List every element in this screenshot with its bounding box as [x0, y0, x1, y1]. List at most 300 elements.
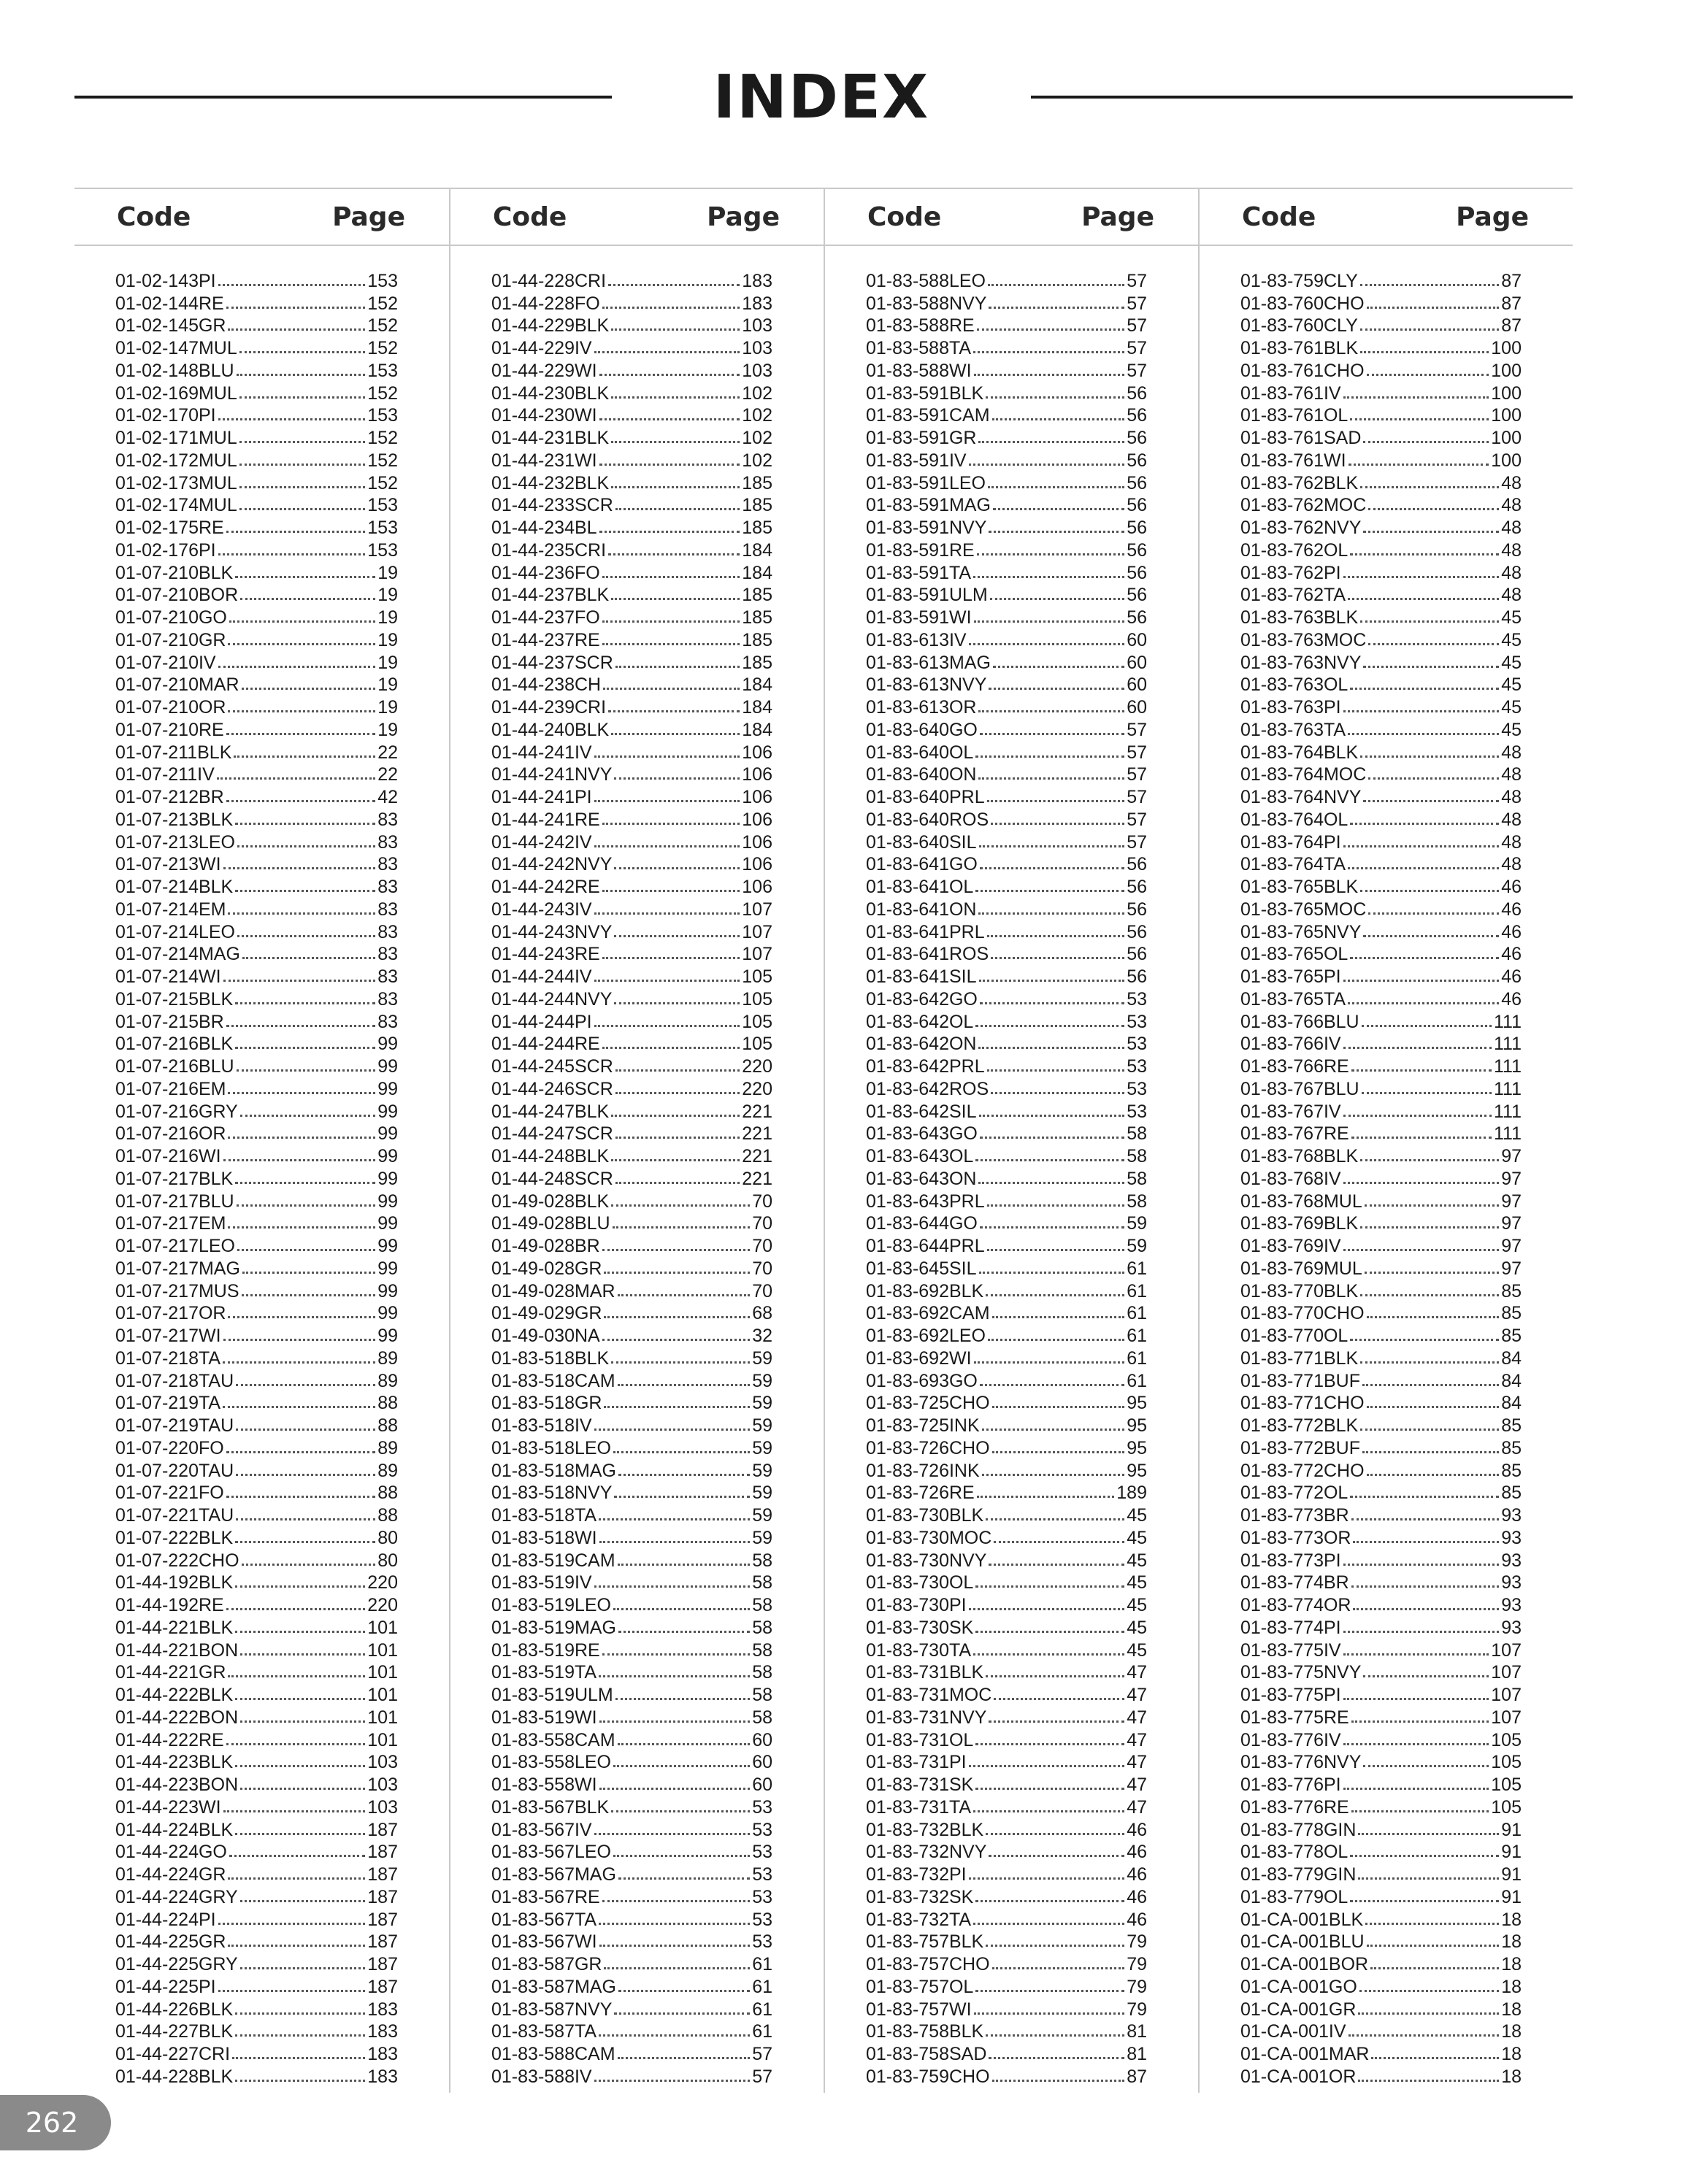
entry-code: 01-44-241PI — [491, 787, 592, 807]
dot-leader — [1363, 800, 1499, 802]
entry-page: 53 — [1127, 1056, 1147, 1077]
index-entry — [1240, 1302, 1522, 1325]
index-entry — [866, 269, 1147, 292]
entry-page: 87 — [1501, 270, 1522, 291]
dot-leader — [1371, 2057, 1499, 2059]
entry-page: 84 — [1501, 1393, 1522, 1414]
dot-leader — [239, 351, 366, 353]
entry-page: 85 — [1501, 1437, 1522, 1458]
entry-page: 56 — [1127, 854, 1147, 875]
index-entry — [866, 426, 1147, 449]
index-entry — [866, 1683, 1147, 1706]
dot-leader — [992, 1451, 1125, 1453]
entry-page: 59 — [752, 1393, 772, 1414]
dot-leader — [602, 890, 740, 892]
entry-code: 01-83-763TA — [1240, 719, 1346, 740]
dot-leader — [618, 1474, 750, 1476]
dot-leader — [599, 418, 740, 420]
entry-page: 102 — [742, 405, 772, 426]
dot-leader — [987, 935, 1125, 937]
entry-page: 183 — [367, 2066, 398, 2087]
index-entry — [115, 1841, 398, 1864]
index-entry — [866, 1998, 1147, 2020]
dot-leader — [993, 508, 1124, 510]
index-entry — [1240, 1190, 1522, 1212]
dot-leader — [979, 1272, 1125, 1274]
entry-list — [825, 246, 1198, 2088]
index-entry — [1240, 1953, 1522, 1975]
entry-code: 01-83-730MOC — [866, 1527, 992, 1548]
dot-leader — [602, 823, 740, 825]
entry-code: 01-07-210RE — [115, 719, 224, 740]
index-entry — [866, 741, 1147, 764]
index-entry — [866, 449, 1147, 472]
index-entry — [1240, 1796, 1522, 1818]
entry-code: 01-83-730NVY — [866, 1550, 987, 1571]
index-entry — [115, 1167, 398, 1190]
entry-code: 01-44-221BLK — [115, 1617, 234, 1638]
entry-code: 01-83-518WI — [491, 1527, 597, 1548]
entry-code: 01-83-757BLK — [866, 1931, 984, 1953]
entry-page: 59 — [752, 1483, 772, 1504]
dot-leader — [975, 1990, 1124, 1992]
index-entry — [866, 808, 1147, 831]
index-entry — [491, 2042, 772, 2065]
dot-leader — [615, 1137, 740, 1139]
index-entry — [866, 1302, 1147, 1325]
dot-leader — [1363, 1675, 1489, 1677]
entry-code: 01-83-774BR — [1240, 1572, 1349, 1593]
index-entry — [115, 1437, 398, 1459]
entry-code: 01-44-243RE — [491, 944, 600, 965]
entry-code: 01-44-222RE — [115, 1729, 224, 1750]
dot-leader — [239, 508, 366, 510]
index-entry — [491, 674, 772, 696]
entry-page: 45 — [1127, 1617, 1147, 1638]
entry-code: 01-83-642OL — [866, 1011, 974, 1032]
entry-page: 99 — [377, 1213, 398, 1234]
entry-code: 01-83-775NVY — [1240, 1662, 1362, 1683]
title-rule-right — [1031, 96, 1573, 99]
entry-page: 153 — [367, 270, 398, 291]
index-entry — [866, 853, 1147, 876]
entry-code: 01-02-169MUL — [115, 382, 237, 404]
dot-leader — [615, 1698, 750, 1700]
entry-page: 61 — [1127, 1280, 1147, 1301]
entry-page: 99 — [377, 1258, 398, 1279]
entry-code: 01-83-768IV — [1240, 1168, 1341, 1189]
entry-code: 01-83-732NVY — [866, 1842, 987, 1863]
entry-page: 58 — [752, 1707, 772, 1728]
entry-code: 01-07-211IV — [115, 764, 215, 785]
index-entry — [115, 606, 398, 628]
index-entry — [1240, 292, 1522, 315]
index-entry — [866, 1257, 1147, 1280]
entry-code: 01-44-222BLK — [115, 1685, 234, 1705]
dot-leader — [988, 1339, 1124, 1341]
dot-leader — [1343, 710, 1500, 712]
dot-leader — [235, 1002, 375, 1004]
entry-code: 01-02-143PI — [115, 270, 216, 291]
entry-code: 01-83-763PI — [1240, 697, 1341, 718]
entry-code: 01-02-173MUL — [115, 472, 237, 493]
index-entry — [1240, 831, 1522, 853]
index-entry — [1240, 1504, 1522, 1526]
entry-page: 53 — [752, 1819, 772, 1840]
index-entry — [491, 1863, 772, 1885]
index-entry — [866, 1572, 1147, 1594]
entry-code: 01-44-243IV — [491, 899, 592, 920]
entry-page: 106 — [742, 809, 772, 830]
entry-page: 153 — [367, 495, 398, 516]
entry-page: 59 — [752, 1415, 772, 1436]
entry-page: 57 — [1127, 831, 1147, 853]
entry-code: 01-44-223WI — [115, 1796, 221, 1818]
entry-page: 185 — [742, 585, 772, 606]
index-entry — [1240, 1369, 1522, 1392]
entry-code: 01-83-760CLY — [1240, 315, 1358, 337]
index-entry — [1240, 920, 1522, 943]
index-entry — [115, 1482, 398, 1504]
entry-code: 01-83-692CAM — [866, 1303, 990, 1324]
index-entry — [491, 516, 772, 539]
dot-leader — [602, 620, 740, 623]
entry-code: 01-02-172MUL — [115, 450, 237, 471]
index-entry — [866, 1549, 1147, 1572]
index-entry — [491, 965, 772, 988]
dot-leader — [611, 598, 740, 600]
dot-leader — [986, 1675, 1124, 1677]
dot-leader — [613, 1855, 750, 1857]
entry-code: 01-CA-001BLU — [1240, 1931, 1365, 1953]
entry-page: 58 — [752, 1595, 772, 1615]
dot-leader — [991, 823, 1124, 825]
entry-code: 01-07-210BLK — [115, 562, 234, 583]
index-entry — [115, 741, 398, 764]
entry-code: 01-02-148BLU — [115, 360, 234, 381]
entry-page: 56 — [1127, 877, 1147, 897]
index-entry — [491, 1639, 772, 1661]
entry-page: 48 — [1501, 787, 1522, 807]
index-entry — [115, 1931, 398, 1953]
entry-code: 01-83-764BLK — [1240, 742, 1359, 763]
entry-code: 01-07-215BLK — [115, 988, 234, 1010]
dot-leader — [987, 800, 1125, 802]
entry-page: 103 — [742, 338, 772, 358]
index-entry — [115, 1257, 398, 1280]
index-entry — [491, 1123, 772, 1145]
index-entry — [1240, 1077, 1522, 1100]
dot-leader — [599, 1720, 751, 1723]
dot-leader — [973, 1810, 1124, 1812]
entry-code: 01-07-214LEO — [115, 921, 236, 942]
entry-code: 01-83-613MAG — [866, 652, 991, 673]
index-entry — [115, 1863, 398, 1885]
entry-page: 100 — [1491, 428, 1522, 448]
entry-code: 01-44-225GRY — [115, 1954, 238, 1975]
dot-leader — [1343, 1249, 1500, 1251]
entry-code: 01-83-775RE — [1240, 1707, 1349, 1728]
dot-leader — [594, 1585, 751, 1588]
entry-page: 45 — [1127, 1639, 1147, 1661]
entry-page: 91 — [1501, 1819, 1522, 1840]
entry-code: 01-83-588TA — [866, 338, 972, 358]
dot-leader — [594, 1833, 751, 1835]
entry-page: 48 — [1501, 495, 1522, 516]
entry-code: 01-83-588IV — [491, 2066, 592, 2087]
entry-page: 85 — [1501, 1303, 1522, 1324]
index-entry — [115, 651, 398, 674]
entry-page: 88 — [377, 1483, 398, 1504]
entry-code: 01-44-228BLK — [115, 2066, 234, 2087]
index-entry — [1240, 988, 1522, 1010]
dot-leader — [614, 777, 740, 780]
index-entry — [115, 1010, 398, 1033]
entry-code: 01-83-731MOC — [866, 1685, 992, 1705]
entry-code: 01-83-518MAG — [491, 1460, 616, 1481]
index-entry — [115, 1055, 398, 1077]
entry-code: 01-83-558LEO — [491, 1752, 612, 1773]
entry-page: 100 — [1491, 405, 1522, 426]
dot-leader — [599, 1788, 751, 1790]
dot-leader — [986, 1294, 1124, 1296]
dot-leader — [618, 1631, 750, 1633]
entry-code: 01-83-640PRL — [866, 787, 985, 807]
entry-code: 01-83-518BLK — [491, 1347, 610, 1369]
entry-code: 01-44-228FO — [491, 293, 600, 314]
entry-code: 01-44-225PI — [115, 1976, 216, 1997]
index-entry — [1240, 1931, 1522, 1953]
entry-page: 184 — [742, 562, 772, 583]
dot-leader — [974, 2012, 1125, 2015]
entry-page: 152 — [367, 450, 398, 471]
dot-leader — [991, 957, 1124, 959]
index-entry — [1240, 449, 1522, 472]
index-entry — [1240, 1145, 1522, 1167]
index-column — [1198, 188, 1573, 2093]
dot-leader — [1350, 1339, 1499, 1341]
dot-leader — [1348, 598, 1499, 600]
dot-leader — [602, 307, 740, 309]
entry-page: 58 — [752, 1662, 772, 1683]
dot-leader — [599, 2034, 750, 2037]
dot-leader — [978, 1182, 1124, 1184]
entry-code: 01-44-244RE — [491, 1034, 600, 1055]
entry-code: 01-07-210MAR — [115, 674, 239, 696]
entry-page: 59 — [1127, 1213, 1147, 1234]
entry-page: 68 — [752, 1303, 772, 1324]
entry-code: 01-83-567TA — [491, 1909, 597, 1930]
index-entry — [1240, 1414, 1522, 1437]
index-entry — [491, 1841, 772, 1864]
index-entry — [115, 1593, 398, 1616]
dot-leader — [986, 1945, 1124, 1947]
index-entry — [115, 1572, 398, 1594]
entry-code: 01-83-692WI — [866, 1347, 972, 1369]
entry-code: 01-83-642SIL — [866, 1101, 977, 1122]
index-entry — [866, 359, 1147, 382]
index-entry — [1240, 1123, 1522, 1145]
index-entry — [115, 1414, 398, 1437]
entry-code: 01-83-764OL — [1240, 809, 1349, 830]
entry-page: 185 — [742, 472, 772, 493]
entry-page: 107 — [1491, 1662, 1522, 1683]
dot-leader — [594, 1025, 740, 1027]
index-entry — [1240, 1885, 1522, 1908]
entry-code: 01-83-765BLK — [1240, 877, 1359, 897]
entry-code: 01-83-761SAD — [1240, 428, 1362, 448]
index-entry — [866, 516, 1147, 539]
index-entry — [866, 1234, 1147, 1257]
entry-page: 58 — [1127, 1191, 1147, 1212]
dot-leader — [975, 1585, 1124, 1588]
index-entry — [1240, 875, 1522, 898]
entry-code: 01-44-247SCR — [491, 1123, 613, 1145]
index-entry — [866, 965, 1147, 988]
dot-leader — [228, 1316, 375, 1318]
page-header: Page — [332, 201, 405, 232]
entry-code: 01-07-214BLK — [115, 877, 234, 897]
entry-code: 01-83-643OL — [866, 1146, 974, 1166]
entry-page: 53 — [1127, 1101, 1147, 1122]
index-entry — [491, 831, 772, 853]
entry-page: 153 — [367, 518, 398, 538]
entry-code: 01-83-762PI — [1240, 562, 1341, 583]
index-entry — [115, 1998, 398, 2020]
entry-code: 01-07-210OR — [115, 697, 226, 718]
entry-code: 01-83-643ON — [866, 1168, 977, 1189]
dot-leader — [236, 1518, 375, 1520]
entry-page: 99 — [377, 1191, 398, 1212]
entry-code: 01-83-776RE — [1240, 1796, 1349, 1818]
index-entry — [115, 1033, 398, 1056]
index-entry — [115, 920, 398, 943]
dot-leader — [989, 531, 1124, 533]
dot-leader — [1358, 2012, 1499, 2015]
entry-page: 183 — [367, 1999, 398, 2020]
dot-leader — [979, 1115, 1125, 1117]
entry-code: 01-49-028BR — [491, 1236, 600, 1256]
entry-page: 83 — [377, 899, 398, 920]
entry-page: 19 — [377, 697, 398, 718]
index-entry — [491, 1572, 772, 1594]
entry-page: 60 — [1127, 697, 1147, 718]
entry-code: 01-83-770CHO — [1240, 1303, 1365, 1324]
dot-leader — [980, 1137, 1124, 1139]
index-entry — [866, 1212, 1147, 1235]
entry-page: 56 — [1127, 472, 1147, 493]
entry-code: 01-44-223BON — [115, 1774, 239, 1795]
entry-page: 97 — [1501, 1213, 1522, 1234]
entry-code: 01-83-588RE — [866, 315, 975, 337]
dot-leader — [223, 1406, 375, 1408]
dot-leader — [226, 1451, 375, 1453]
entry-page: 99 — [377, 1280, 398, 1301]
entry-page: 80 — [377, 1527, 398, 1548]
entry-code: 01-83-776PI — [1240, 1774, 1341, 1795]
entry-code: 01-07-222CHO — [115, 1550, 239, 1571]
dot-leader — [611, 733, 740, 735]
dot-leader — [226, 1608, 366, 1610]
index-entry — [1240, 1863, 1522, 1885]
index-entry — [491, 1167, 772, 1190]
dot-leader — [1365, 1272, 1499, 1274]
index-entry — [491, 269, 772, 292]
entry-code: 01-83-641PRL — [866, 921, 985, 942]
index-entry — [1240, 2065, 1522, 2088]
entry-code: 01-83-770BLK — [1240, 1280, 1359, 1301]
entry-page: 45 — [1501, 652, 1522, 673]
index-entry — [491, 584, 772, 607]
index-entry — [1240, 1033, 1522, 1056]
dot-leader — [1350, 688, 1499, 690]
entry-code: 01-44-236FO — [491, 562, 600, 583]
entry-page: 221 — [742, 1146, 772, 1166]
index-entry — [866, 875, 1147, 898]
entry-page: 46 — [1501, 877, 1522, 897]
dot-leader — [986, 396, 1124, 399]
entry-code: 01-44-237FO — [491, 607, 600, 628]
index-entry — [866, 561, 1147, 584]
entry-page: 85 — [1501, 1483, 1522, 1504]
dot-leader — [1360, 1294, 1499, 1296]
index-entry — [491, 1369, 772, 1392]
entry-page: 89 — [377, 1460, 398, 1481]
entry-page: 47 — [1127, 1729, 1147, 1750]
index-entry — [491, 1706, 772, 1729]
dot-leader — [987, 1069, 1125, 1072]
entry-code: 01-02-176PI — [115, 539, 216, 561]
index-entry — [866, 606, 1147, 628]
entry-code: 01-83-519CAM — [491, 1550, 615, 1571]
entry-page: 61 — [752, 1999, 772, 2020]
entry-page: 58 — [752, 1685, 772, 1705]
entry-code: 01-07-216OR — [115, 1123, 226, 1145]
dot-leader — [1360, 1159, 1499, 1161]
entry-page: 47 — [1127, 1774, 1147, 1795]
entry-page: 187 — [367, 1842, 398, 1863]
entry-code: 01-83-773OR — [1240, 1527, 1351, 1548]
index-entry — [115, 292, 398, 315]
entry-page: 45 — [1501, 674, 1522, 696]
entry-page: 153 — [367, 360, 398, 381]
index-entry — [866, 920, 1147, 943]
dot-leader — [988, 486, 1124, 488]
dot-leader — [1358, 2080, 1499, 2082]
dot-leader — [1360, 890, 1499, 892]
page-header: Page — [707, 201, 780, 232]
index-entry — [866, 1975, 1147, 1998]
entry-code: 01-83-692LEO — [866, 1326, 986, 1346]
index-entry — [1240, 1257, 1522, 1280]
entry-code: 01-83-644GO — [866, 1213, 978, 1234]
entry-page: 42 — [377, 787, 398, 807]
dot-leader — [1343, 576, 1500, 578]
dot-leader — [973, 1923, 1124, 1925]
index-entry — [115, 1100, 398, 1123]
entry-code: 01-CA-001BLK — [1240, 1909, 1364, 1930]
dot-leader — [613, 1608, 750, 1610]
entry-code: 01-83-762BLK — [1240, 472, 1359, 493]
index-entry — [491, 898, 772, 920]
entry-page: 61 — [752, 1954, 772, 1975]
entry-code: 01-44-247BLK — [491, 1101, 610, 1122]
entry-page: 59 — [752, 1370, 772, 1391]
entry-code: 01-07-219TA — [115, 1393, 221, 1414]
entry-code: 01-CA-001IV — [1240, 2021, 1346, 2042]
dot-leader — [594, 755, 740, 758]
index-entry — [115, 943, 398, 966]
